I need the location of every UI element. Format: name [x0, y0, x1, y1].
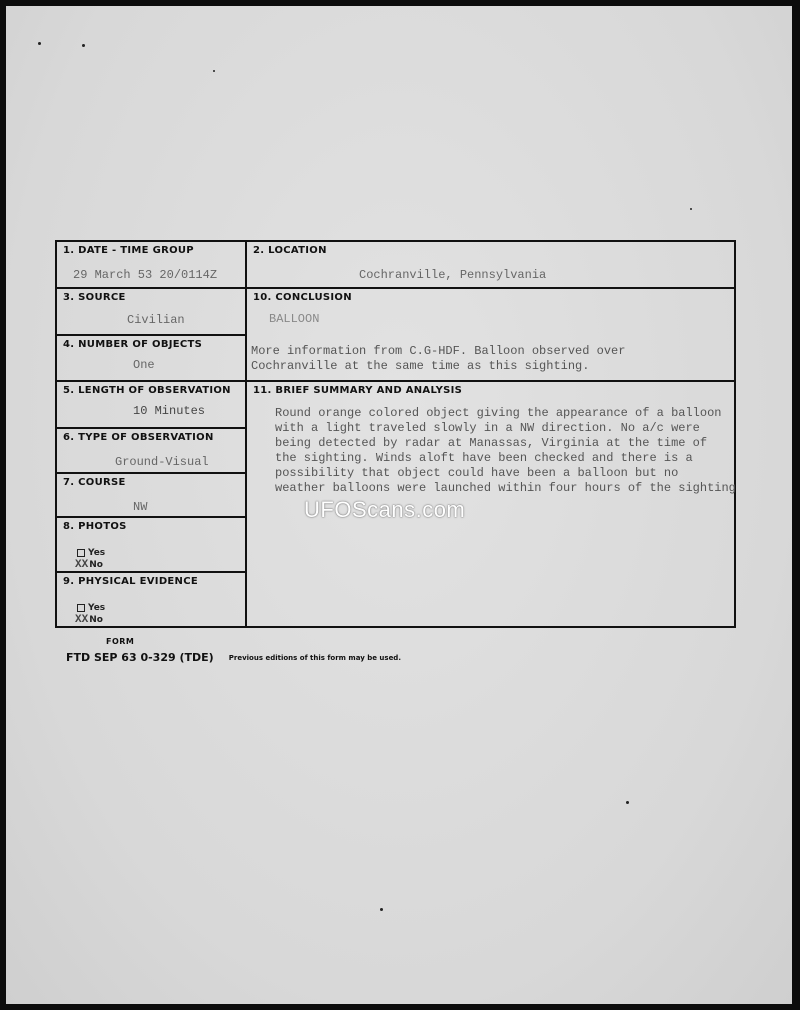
length-of-observation-cell [57, 382, 245, 429]
speck [213, 70, 215, 72]
watermark: UFOScans.com [304, 497, 466, 522]
form-id: FTD SEP 63 0-329 (TDE) [66, 651, 214, 664]
number-of-objects-label: 4. NUMBER OF OBJECTS [63, 339, 203, 350]
physical-evidence-yes-checkbox [77, 604, 85, 612]
physical-evidence-label: 9. PHYSICAL EVIDENCE [63, 576, 198, 587]
physical-evidence-yes-option: Yes [77, 603, 105, 613]
photos-cell [57, 518, 245, 573]
physical-evidence-no-option: XXNo [75, 614, 103, 626]
type-of-observation-cell [57, 429, 245, 474]
type-of-observation-value: Ground-Visual [115, 455, 209, 469]
summary-line: with a light traveled slowly in a NW direction. No a/c were [275, 421, 700, 435]
sighting-report-form [55, 240, 736, 628]
source-value: Civilian [127, 313, 185, 327]
physical-evidence-cell [57, 573, 245, 630]
location-value: Cochranville, Pennsylvania [359, 268, 547, 282]
speck [690, 208, 692, 210]
source-cell [57, 289, 245, 336]
summary-line: being detected by radar at Manassas, Virginia at the time of [275, 436, 708, 450]
photos-no-checkmark: XX [75, 559, 89, 571]
speck [626, 801, 629, 804]
conclusion-value: BALLOON [269, 312, 320, 326]
length-of-observation-label: 5. LENGTH OF OBSERVATION [63, 385, 231, 396]
date-time-group-label: 1. DATE - TIME GROUP [63, 245, 194, 256]
date-time-group-cell [57, 242, 245, 289]
summary-line: Round orange colored object giving the appearance of a balloon [275, 406, 722, 420]
type-of-observation-label: 6. TYPE OF OBSERVATION [63, 432, 214, 443]
number-of-objects-cell [57, 336, 245, 382]
speck [380, 908, 383, 911]
conclusion-cell [247, 289, 734, 382]
location-label: 2. LOCATION [253, 245, 327, 256]
photos-yes-option: Yes [77, 548, 105, 558]
summary-line: the sighting. Winds aloft have been checked and there is a [275, 451, 693, 465]
course-cell [57, 474, 245, 518]
form-word: FORM [106, 637, 135, 646]
speck [82, 44, 85, 47]
date-time-group-value: 29 March 53 20/0114Z [73, 268, 218, 282]
form-footer [66, 637, 401, 665]
summary-line: weather balloons were launched within four hours of the sighting [275, 481, 736, 495]
course-label: 7. COURSE [63, 477, 126, 488]
summary-text [275, 406, 755, 496]
conclusion-label: 10. CONCLUSION [253, 292, 352, 303]
physical-evidence-no-checkmark: XX [75, 614, 89, 626]
conclusion-note-line-1: More information from C.G-HDF. Balloon observed over [251, 344, 626, 358]
photos-yes-checkbox [77, 549, 85, 557]
location-cell [247, 242, 734, 289]
number-of-objects-value: One [133, 358, 155, 372]
speck [38, 42, 41, 45]
photos-no-option: XXNo [75, 559, 103, 571]
photos-label: 8. PHOTOS [63, 521, 127, 532]
course-value: NW [133, 500, 148, 514]
summary-label: 11. BRIEF SUMMARY AND ANALYSIS [253, 385, 463, 396]
source-label: 3. SOURCE [63, 292, 126, 303]
length-of-observation-value: 10 Minutes [133, 404, 206, 418]
summary-line: possibility that object could have been a balloon but no [275, 466, 679, 480]
conclusion-note-line-2: Cochranville at the same time as this sighting. [251, 359, 590, 373]
form-edition-note: Previous editions of this form may be used. [228, 654, 401, 662]
